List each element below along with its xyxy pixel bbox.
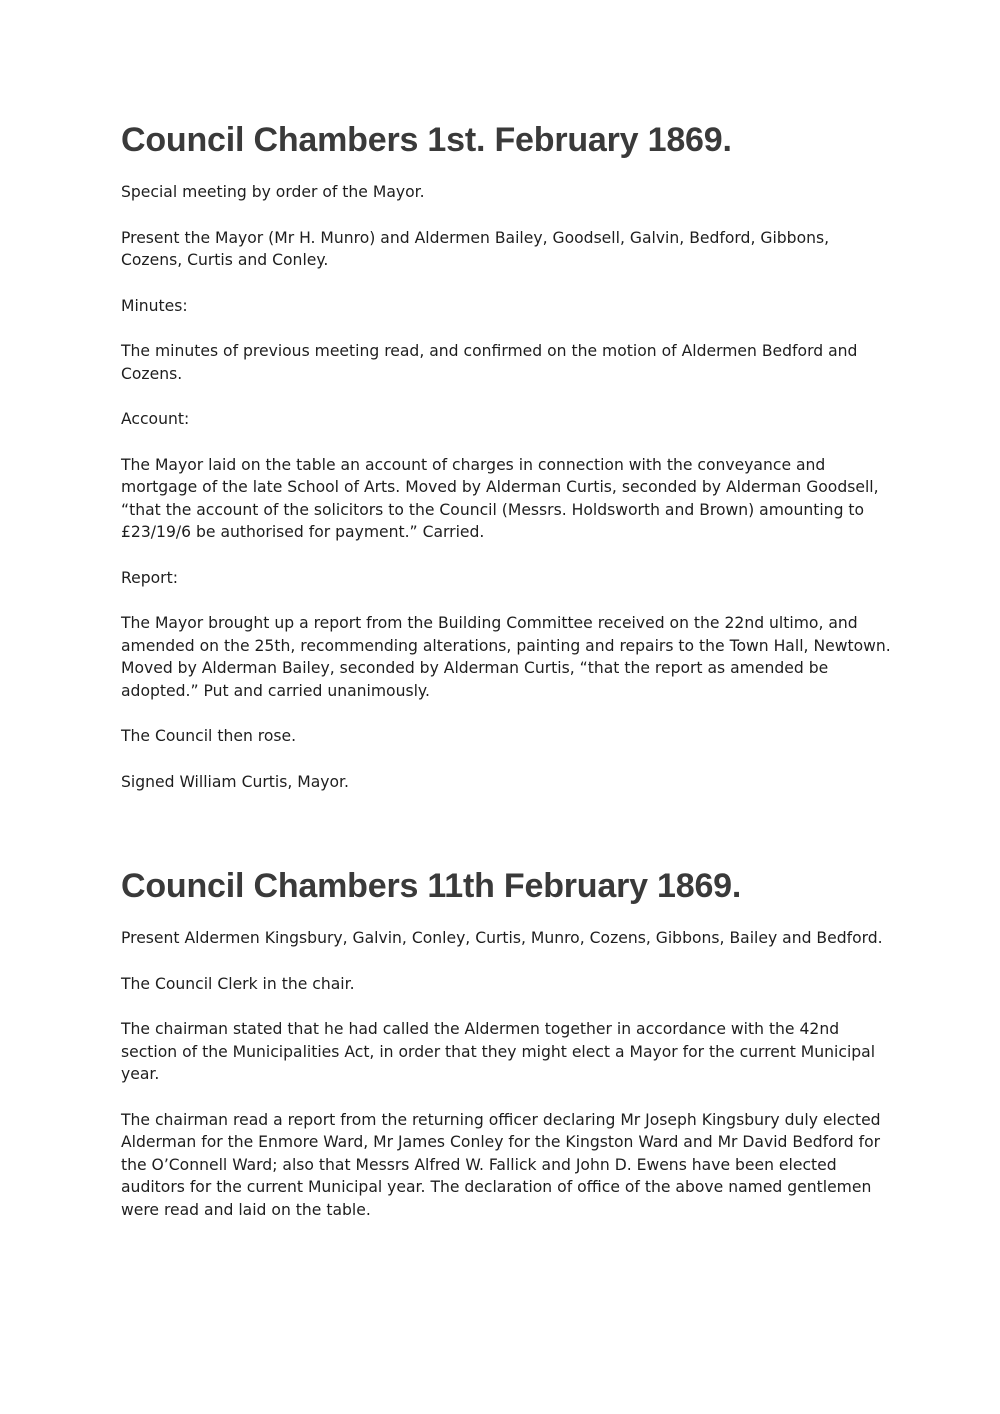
paragraph-council-rose: The Council then rose. — [121, 727, 297, 745]
paragraph-account: The Mayor laid on the table an account of charges in connection with the conveyance and mortgage of the late School of Arts. Moved by Alderman Curtis, seconded by Alderman Goodsell, “that the account of the solicitors to the Council (Messrs. Holdsworth and Brown) amounting to £23/19/6 be authorised for payment.” Carried. — [121, 455, 879, 541]
paragraph-chairman-statement: The chairman stated that he had called the Aldermen together in accordance with the 42nd section of the Municipalities Act, in order that they might elect a Mayor for the current Municipal year. — [121, 1020, 876, 1083]
paragraph-report-label: Report: — [121, 568, 178, 587]
section-heading: Council Chambers 1st. February 1869. — [121, 121, 732, 159]
paragraph-returning-officer-report: The chairman read a report from the returning officer declaring Mr Joseph Kingsbury duly elected Alderman for the Enmore Ward, Mr James Conley for the Kingston Ward and Mr David Bedford for the O’Connell Ward; also that Messrs Alfred W. Fallick and John D. Ewens have been elected auditors for the current Municipal year. The declaration of office of the above named gentlemen were read and laid on the table. — [121, 1110, 881, 1219]
paragraph-report: The Mayor brought up a report from the Building Committee received on the 22nd ultimo, and amended on the 25th, recommending alterations, painting and repairs to the Town Hall, Newtown. Moved by Alderman Bailey, seconded by Alderman Curtis, “that the report as amended be adopted.” Put and carried unanimously. — [121, 614, 891, 700]
paragraph-minutes: The minutes of previous meeting read, and confirmed on the motion of Aldermen Bedford and Cozens. — [121, 342, 858, 383]
paragraph-present: Present the Mayor (Mr H. Munro) and Aldermen Bailey, Goodsell, Galvin, Bedford, Gibbons, Cozens, Curtis and Conley. — [121, 228, 830, 269]
paragraph-signature: Signed William Curtis, Mayor. — [121, 772, 349, 791]
paragraph-account-label: Account: — [121, 410, 190, 428]
minutes-section-1-february — [121, 120, 891, 793]
minutes-section-11-february — [121, 866, 891, 1221]
paragraph-chair: The Council Clerk in the chair. — [121, 974, 355, 993]
paragraph-special-meeting: Special meeting by order of the Mayor. — [121, 183, 425, 201]
paragraph-minutes-label: Minutes: — [121, 296, 188, 315]
paragraph-present: Present Aldermen Kingsbury, Galvin, Conley, Curtis, Munro, Cozens, Gibbons, Bailey and Bedford. — [121, 929, 883, 947]
section-heading: Council Chambers 11th February 1869. — [121, 867, 742, 905]
